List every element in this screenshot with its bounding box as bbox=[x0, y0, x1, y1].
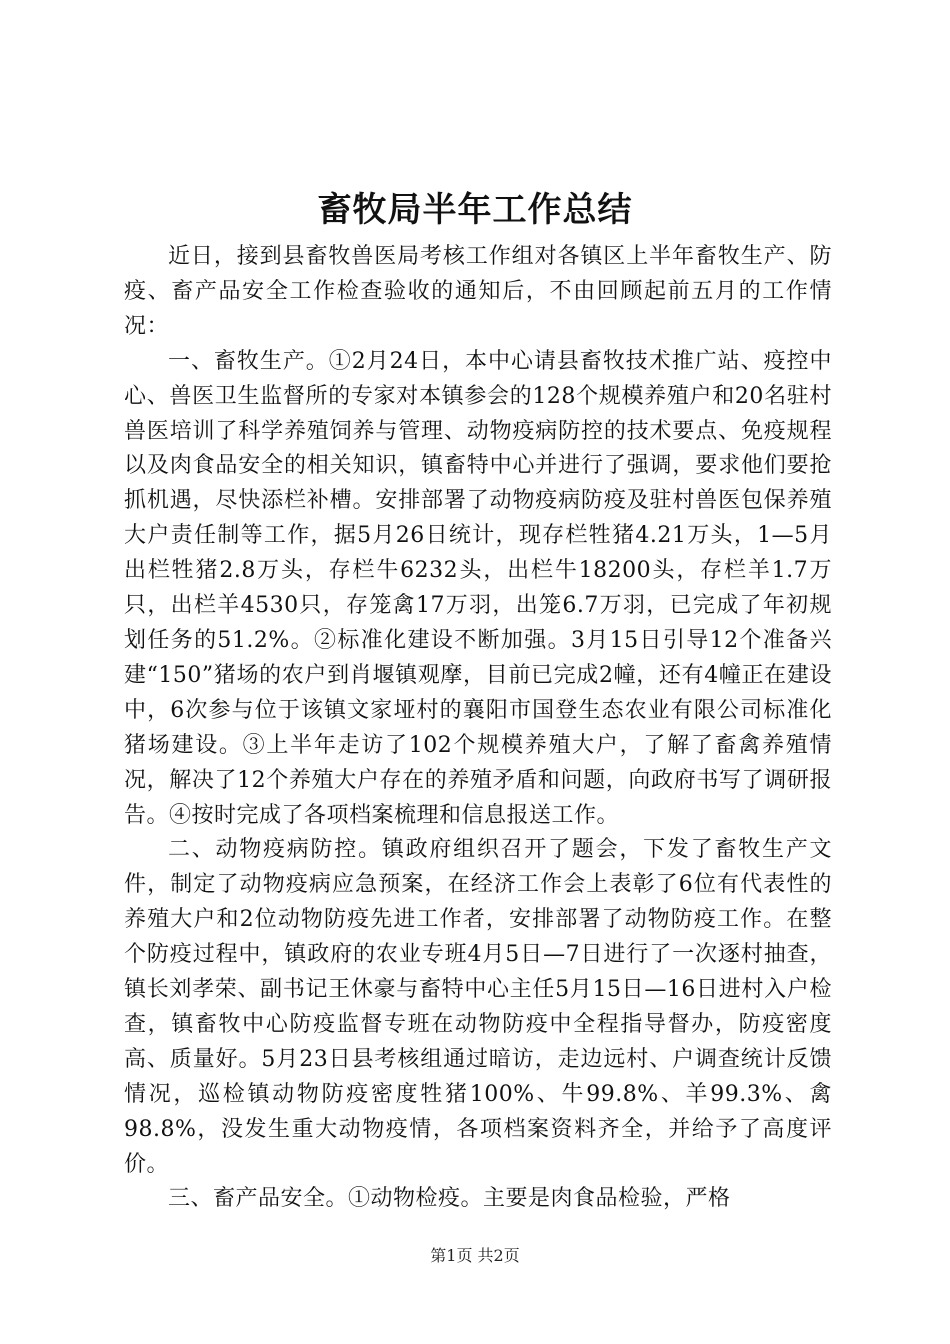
document-title: 畜牧局半年工作总结 bbox=[317, 190, 633, 230]
paragraph-intro: 近日，接到县畜牧兽医局考核工作组对各镇区上半年畜牧生产、防疫、畜产品安全工作检查验收的通知后，不由回顾起前五月的工作情况： bbox=[124, 244, 832, 339]
paragraph-livestock-production: 一、畜牧生产。①2月24日，本中心请县畜牧技术推广站、疫控中心、兽医卫生监督所的专家对本镇参会的128个规模养殖户和20名驻村兽医培训了科学养殖饲养与管理、动物疫病防控的技术要点、免疫规程以及肉食品安全的相关知识，镇畜特中心并进行了强调，要求他们要抢抓机遇，尽快添栏补槽。安排部署了动物疫病防疫及驻村兽医包保养殖大户责任制等工作，据5月26日统计，现存栏牲猪4.21万头，1—5月出栏牲猪2.8万头，存栏牛6232头，出栏牛18200头，存栏羊1.7万只，出栏羊4530只，存笼禽17万羽，出笼6.7万羽，已完成了年初规划任务的51.2%。②标准化建设不断加强。3月15日引导12个准备兴建“150”猪场的农户到肖堰镇观摩，目前已完成2幢，还有4幢正在建设中，6次参与位于该镇文家垭村的襄阳市国登生态农业有限公司标准化猪场建设。③上半年走访了102个规模养殖大户，了解了畜禽养殖情况，解决了12个养殖大户存在的养殖矛盾和问题，向政府书写了调研报告。④按时完成了各项档案梳理和信息报送工作。 bbox=[124, 348, 832, 828]
paragraph-disease-control: 二、动物疫病防控。镇政府组织召开了题会，下发了畜牧生产文件，制定了动物疫病应急预案，在经济工作会上表彰了6位有代表性的养殖大户和2位动物防疫先进工作者，安排部署了动物防疫工作。在整个防疫过程中，镇政府的农业专班4月5日—7日进行了一次逐村抽查，镇长刘孝荣、副书记王休豪与畜特中心主任5月15日—16日进村入户检查，镇畜牧中心防疫监督专班在动物防疫中全程指导督办，防疫密度高、质量好。5月23日县考核组通过暗访，走边远村、户调查统计反馈情况，巡检镇动物防疫密度牲猪100%、牛99.8%、羊99.3%、禽98.8%，没发生重大动物疫情，各项档案资料齐全，并给予了高度评价。 bbox=[124, 837, 832, 1177]
document-body bbox=[124, 240, 832, 1217]
page-footer: 第1页 共2页 bbox=[430, 1246, 520, 1265]
paragraph-product-safety: 三、畜产品安全。①动物检疫。主要是肉食品检验，严格 bbox=[168, 1186, 731, 1212]
